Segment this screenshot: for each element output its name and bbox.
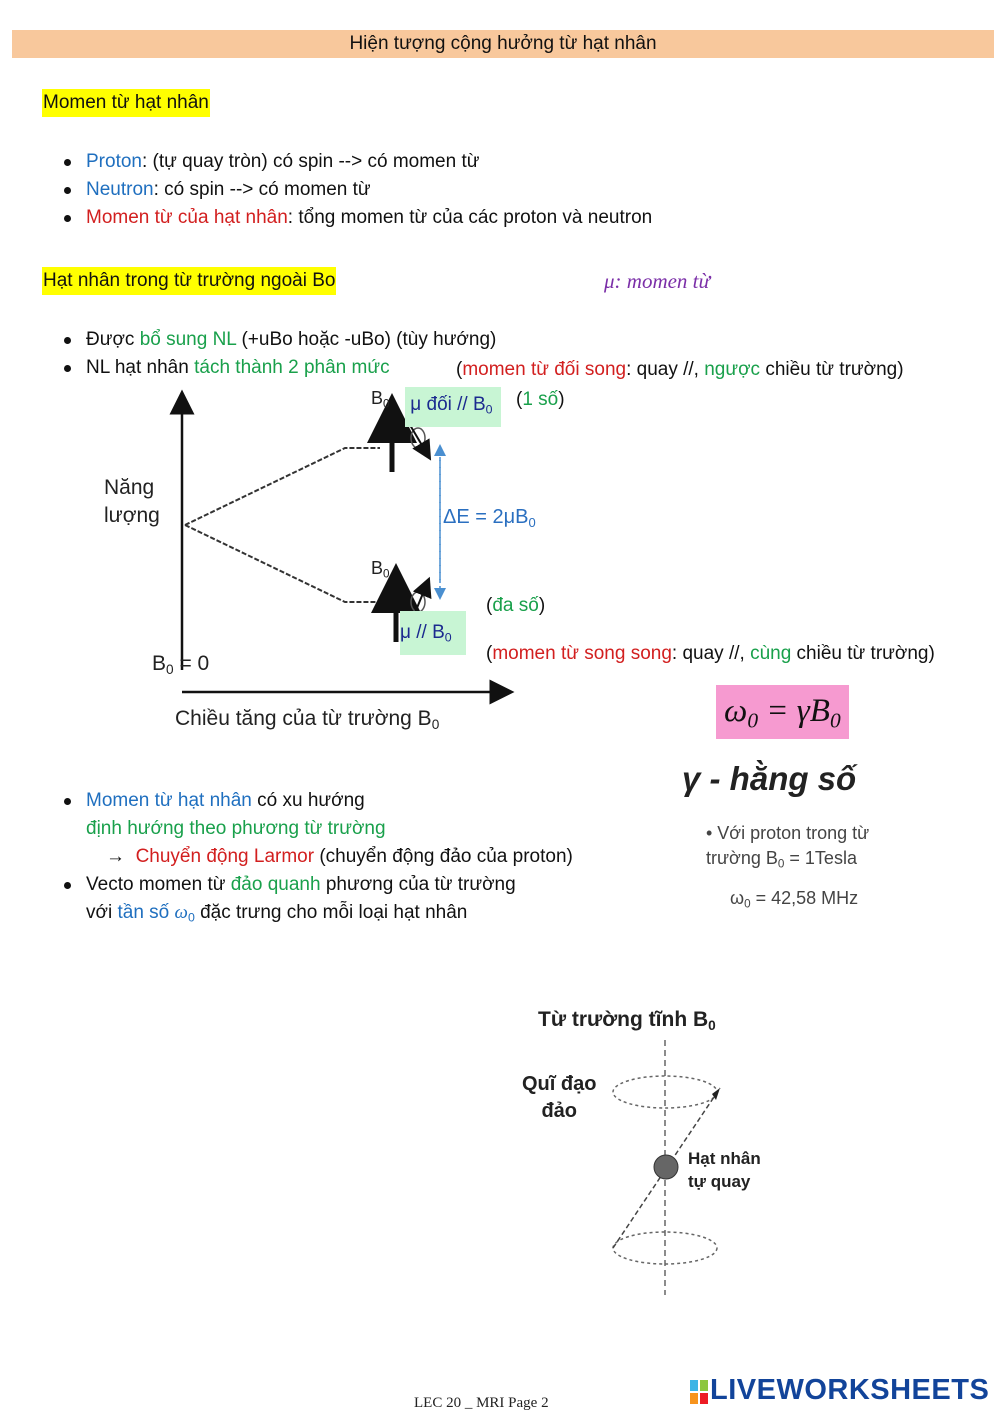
- bullet-text: Vecto momen từ: [86, 874, 231, 895]
- term-nuclear-moment-2: Momen từ hạt nhân: [86, 790, 252, 811]
- bullet-text: Được: [86, 329, 140, 350]
- b0-symbol: B: [152, 652, 167, 675]
- term-antiparallel: momen từ đối song: [462, 359, 627, 380]
- term-frequency: tần số: [117, 902, 175, 923]
- b0-subscript: 0: [708, 1018, 716, 1034]
- term-larmor: Chuyển động Larmor: [135, 846, 315, 867]
- static-field-title: [538, 1008, 716, 1033]
- term-neutron: Neutron: [86, 179, 154, 200]
- liveworksheets-logo-icon: [690, 1380, 708, 1404]
- delta-e-label: [443, 506, 536, 530]
- term-opposite: ngược: [704, 359, 761, 380]
- bullet-text: với: [86, 902, 118, 923]
- bullet-dot: [64, 215, 71, 222]
- mu-parallel-box: [400, 611, 466, 655]
- omega-value-text: = 42,58 MHz: [750, 888, 859, 908]
- b0-zero-label: [152, 652, 209, 677]
- omega-symbol: ω: [730, 888, 745, 908]
- proton-note-line1: • Với proton trong từ: [706, 823, 870, 843]
- bullet-precession: [86, 871, 516, 899]
- term-added-energy: bổ sung NL: [139, 329, 237, 350]
- b0-subscript: 0: [383, 397, 390, 411]
- section-heading-external-field: Hạt nhân trong từ trường ngoài Bo: [42, 267, 336, 295]
- omega-symbol: ω: [724, 693, 748, 729]
- formula-rhs: = γB: [758, 693, 830, 729]
- b0-subscript: 0: [383, 567, 390, 581]
- orbit-label-line2: đảo: [541, 1100, 577, 1122]
- larmor-formula: [724, 693, 841, 738]
- omega-subscript: 0: [187, 910, 195, 925]
- larmor-line: [106, 843, 573, 871]
- note-text: (: [456, 359, 463, 380]
- b0-label-lower: [371, 558, 390, 581]
- term-majority: đa số: [492, 595, 539, 616]
- b0-subscript: 0: [829, 708, 841, 733]
- b0-label-upper: [371, 388, 390, 411]
- b0-subscript: 0: [528, 514, 536, 530]
- term-parallel: momen từ song song: [492, 643, 672, 664]
- term-precess: đảo quanh: [230, 874, 321, 895]
- upper-level-line: [185, 448, 380, 525]
- field-axis-text: Chiều tăng của từ trường B: [175, 707, 432, 730]
- term-nuclear-moment: Momen từ của hạt nhân: [86, 207, 288, 228]
- note-text: (: [486, 643, 493, 664]
- omega-symbol: ω: [174, 902, 188, 923]
- bullet-nuclear-moment: [86, 204, 652, 232]
- b0-subscript: 0: [166, 662, 174, 678]
- note-text: chiều từ trường): [760, 359, 904, 380]
- parallel-note: [486, 640, 935, 668]
- bullet-text: NL hạt nhân: [86, 357, 195, 378]
- term-proton: Proton: [86, 151, 142, 172]
- energy-label-2: [104, 504, 160, 528]
- omega-subscript: 0: [747, 708, 759, 733]
- bullet-text: đặc trưng cho mỗi loại hạt nhân: [194, 902, 468, 923]
- note-text: (: [516, 389, 523, 410]
- mu-note: μ: momen từ: [604, 269, 710, 293]
- energy-split-diagram: [90, 380, 570, 750]
- orientation-line2: định hướng theo phương từ trường: [86, 818, 386, 839]
- omega-subscript: 0: [744, 897, 751, 911]
- energy-label: [104, 476, 154, 500]
- bullet-energy-split: [86, 354, 390, 382]
- right-arrow-icon: →: [106, 846, 125, 867]
- bullet-text: (+uBo hoặc -uBo) (tùy hướng): [236, 329, 497, 350]
- static-field-text: Từ trường tĩnh B: [538, 1008, 709, 1031]
- note-text: ): [558, 389, 565, 410]
- bullet-neutron: [86, 176, 371, 204]
- term-one-count: 1 số: [522, 389, 559, 410]
- bullet-text: : có spin --> có momen từ: [153, 179, 371, 200]
- one-count-note: [516, 386, 565, 414]
- section-heading-nuclear-moment: Momen từ hạt nhân: [42, 89, 210, 117]
- majority-note: [486, 592, 545, 620]
- b0-subscript: 0: [431, 717, 440, 733]
- orbit-label: [522, 1071, 596, 1125]
- nucleus-label-line2: tự quay: [688, 1172, 751, 1191]
- liveworksheets-brand[interactable]: LIVEWORKSHEETS: [710, 1374, 990, 1406]
- nucleus-label-line1: Hạt nhân: [688, 1149, 761, 1168]
- bullet-dot: [64, 337, 71, 344]
- note-text: ): [538, 595, 546, 616]
- larmor-formula-box: [716, 685, 849, 739]
- b0-symbol: B: [371, 558, 384, 578]
- b0-symbol: B: [371, 388, 384, 408]
- b0-zero-text: = 0: [173, 652, 210, 675]
- page-footer: LEC 20 _ MRI Page 2: [414, 1395, 549, 1411]
- field-axis-label: [175, 707, 439, 732]
- nucleus-label: [688, 1147, 761, 1193]
- orbit-label-line1: Quĩ đạo: [522, 1073, 597, 1095]
- bullet-dot: [64, 159, 71, 166]
- omega-value: [730, 888, 858, 911]
- bullet-dot: [64, 798, 71, 805]
- nucleus-icon: [654, 1155, 678, 1179]
- bullet-text: phương của từ trường: [320, 874, 516, 895]
- b0-subscript: 0: [444, 630, 452, 645]
- orbit-bottom-ellipse: [613, 1232, 717, 1264]
- page-title: Hiện tượng cộng hưởng từ hạt nhân: [12, 30, 994, 58]
- bullet-proton: [86, 148, 479, 176]
- precession-line2: [86, 899, 467, 932]
- mu-parallel-label: μ // B: [400, 622, 445, 643]
- mu-antiparallel-label: μ đối // B: [410, 394, 486, 415]
- energy-label-line2: lượng: [104, 504, 160, 527]
- note-text: chiều từ trường): [791, 643, 935, 664]
- b0-subscript: 0: [485, 402, 493, 417]
- proton-note-text-b: = 1Tesla: [784, 848, 857, 868]
- bullet-text: : (tự quay tròn) có spin --> có momen từ: [141, 151, 480, 172]
- note-text: : quay //,: [626, 359, 705, 380]
- bullet-orientation: [86, 787, 365, 815]
- gamma-constant: γ - hằng số: [682, 760, 857, 797]
- bullet-dot: [64, 187, 71, 194]
- lower-level-line: [185, 525, 380, 602]
- proton-note-line2: [706, 848, 857, 871]
- proton-note-text: trường B: [706, 848, 778, 868]
- mu-antiparallel-box: [405, 387, 501, 427]
- term-energy-split: tách thành 2 phân mức: [194, 357, 390, 378]
- energy-label-line1: Năng: [104, 476, 155, 499]
- bullet-dot: [64, 882, 71, 889]
- term-same: cùng: [750, 643, 792, 664]
- bullet-text: (chuyển động đảo của proton): [314, 846, 573, 867]
- b0-subscript: 0: [777, 857, 785, 871]
- bullet-text: có xu hướng: [251, 790, 365, 811]
- delta-e-text: ΔE = 2μB: [443, 506, 529, 528]
- note-text: (: [486, 595, 493, 616]
- bullet-text: : tổng momen từ của các proton và neutron: [287, 207, 653, 228]
- bullet-added-energy: [86, 326, 496, 354]
- bullet-dot: [64, 365, 71, 372]
- note-text: : quay //,: [671, 643, 751, 664]
